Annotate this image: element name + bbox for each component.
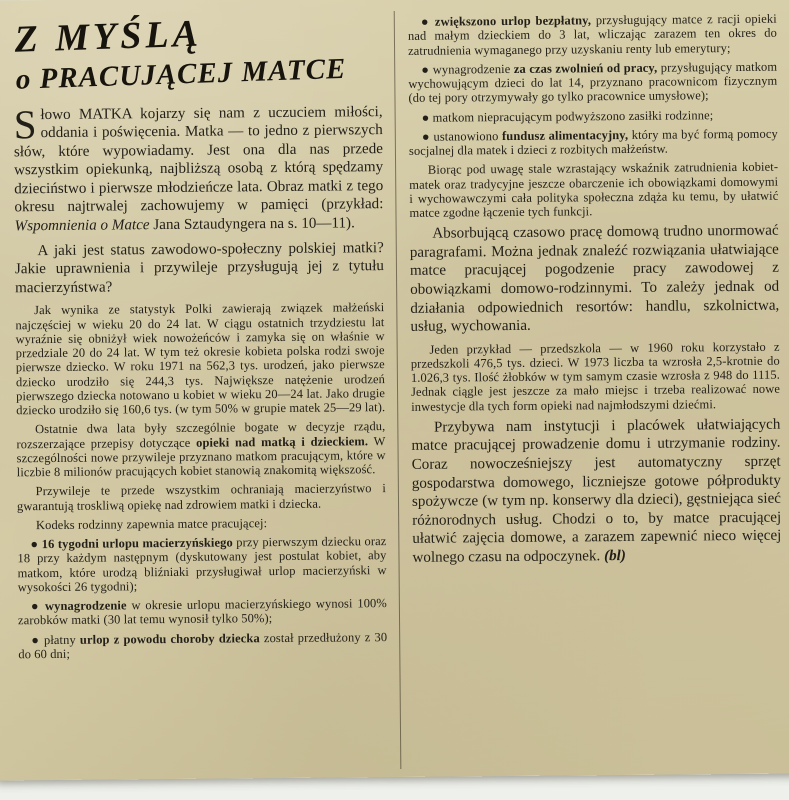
title-line-1: Z MYŚLĄ — [13, 12, 203, 61]
benefit-bold: urlop z powodu choroby dziecka — [79, 630, 260, 647]
benefit-item-pay — [18, 596, 387, 628]
statistics-paragraph: Jak wynika ze statystyk Polki zawierają związek małżeński najczęściej w wieku 20 do 24 lat. W ciągu ostatnich trzydziestu lat wyraźnie się obniżył wiek nowożeńców i zamyka się on właśnie w przedziale 20 do 24 lat. W tym też okresie kobieta polska rodzi swoje pierwsze dziecko. W roku 1971 na 562,3 tys. urodzeń, jako pierwsze dziecko urodziło się 244,3 tys. Największe natężenie urodzeń pierwszego dziecka notowano u kobiet w wieku 20—24 lat. Jako drugie dziecko urodziło się 160,6 tys. (w tym 50% w grupie matek 25—29 lat). — [15, 300, 386, 418]
benefit-text: ● ustanowiono — [421, 128, 503, 144]
benefit-text: który ma być formą pomocy socjalnej dla matek i dzieci z rozbitych małżeństw. — [408, 126, 778, 158]
decisions-text: Ostatnie dwa lata były szczególnie bogate w decyzje rządu, rozszerzające przepisy dotyczące — [16, 419, 386, 451]
article-body — [13, 8, 784, 773]
book-title-italic: Wspomnienia o Matce — [14, 217, 150, 235]
article-title — [14, 9, 383, 97]
lead-matka-caps: MATKA — [78, 105, 132, 123]
left-column — [13, 11, 401, 772]
decisions-text: W szczególności nowe przywileje przyznano matkom pracującym, które w liczbie 8 milionów pracujących kobiet stanowią znakomitą większość. — [16, 433, 386, 480]
benefit-text: przysługujący matce z racji opieki nad małym dzieckiem do 3 lat, wliczając zarazem ten okres do zatrudnienia wymaganego przy uzyskaniu renty lub emerytury; — [407, 11, 777, 58]
lead-text: Jana Sztaudyngera na s. 10—11). — [149, 215, 355, 234]
question-paragraph: A jaki jest status zawodowo-społeczny polskiej matki? Jakie uprawnienia i przywileje przysługują jej z tytułu macierzyństwa? — [14, 239, 385, 297]
benefit-bold: ● 16 tygodni urlopu macierzyńskiego — [30, 535, 233, 552]
decisions-paragraph — [16, 419, 385, 479]
benefit-item-maternity-leave — [17, 534, 386, 594]
housework-paragraph: Absorbującą czasowo pracę domową trudno unormować paragrafami. Można jednak znaleźć rozwiązania ułatwiające matce pracującej pogodzenie pracy zawodowej z obowiązkami domowo-rodzinnymi. To zależy jednak od działania odpowiednich resortów: handlu, szkolnictwa, usług, wychowania. — [409, 222, 780, 335]
benefit-text: w okresie urlopu macierzyńskiego wynosi 100% zarobków matki (30 lat temu wynosił tylko 50%); — [17, 596, 387, 628]
benefit-text: został przedłużony z 30 do 60 dni; — [18, 629, 388, 662]
author-signature: (bl) — [603, 547, 626, 564]
benefit-text: ● płatny — [31, 632, 80, 647]
benefit-text: ● wynagrodzenie — [421, 61, 514, 77]
kodeks-intro: Kodeks rodzinny zapewnia matce pracującej: — [35, 515, 268, 532]
policy-paragraph: Biorąc pod uwagę stale wzrastający wskaźnik zatrudnienia kobiet-matek oraz tradycyjne jeszcze obarczenie ich obowiązkami domowymi i wychowawczymi cała polityka społeczna zdąża ku temu, by ułatwić matce zgodne łączenie tych funkcji. — [409, 159, 779, 220]
lead-paragraph — [13, 100, 384, 236]
benefit-bold: ● wynagrodzenie — [30, 598, 127, 614]
benefit-bold: ● zwiększono urlop bezpłatny, — [420, 13, 592, 29]
decisions-bold: opieki nad matką i dzieckiem. — [196, 433, 369, 450]
institutions-paragraph — [411, 416, 781, 568]
benefit-bold: za czas zwolnień od pracy, — [513, 60, 658, 76]
title-line-2: o PRACUJĄCEJ MATCE — [15, 52, 347, 96]
benefit-item-sick-child — [18, 630, 387, 662]
lead-text: łowo — [40, 106, 80, 123]
benefit-text: przy pierwszym dziecku oraz 18 przy każdym następnym (dyskutowany jest postulat kobiet, aby matkom, które urodzą bliźniaki przysługiwał urlop macierzyński w wysokości 26 tygodni); — [17, 534, 387, 595]
drop-cap: S — [13, 100, 37, 147]
benefit-item-time-off-pay — [408, 59, 777, 105]
benefit-item-alimony-fund — [409, 126, 778, 158]
privileges-paragraph: Przywileje te przede wszystkim ochraniają macierzyństwo i gwarantują troskliwą opiekę nad zdrowiem matki i dziecka. — [16, 481, 386, 513]
institutions-text: Przybywa nam instytucji i placówek ułatwiających matce pracującej prowadzenie domu i utrzymanie rodziny. Coraz nowocześniejszy jest automatyczny sprzęt gospodarstwa domowego, liczniejsze gotowe półprodukty spożywcze (w tym np. konserwy dla dzieci), gęstniejąca sieć różnorodnych usług. Chodzi o to, by matce pracującej ułatwić zajęcia domowe, a zarazem zapewnić nieco więcej wolnego czasu na odpoczynek. — [411, 416, 782, 566]
benefit-bold: fundusz alimentacyjny, — [501, 127, 629, 143]
benefit-item-family-allowance: ● matkom niepracującym podwyższono zasiłki rodzinne; — [421, 107, 714, 125]
benefit-text: przysługujący matkom wychowującym dzieci do lat 14, przyznano pracownicom fizycznym (do tej pory otrzymywały go tylko pracownice umysłowe); — [408, 59, 778, 106]
benefit-item-unpaid-leave — [408, 12, 777, 58]
right-column — [395, 8, 784, 769]
lead-text: kojarzy się nam z uczuciem miłości, oddania i poświęcenia. Matka — to jedno z pierwszych słów, które wypowiadamy. Jest ona dla nas przede wszystkim opiekunką, najbliższą osobą z którą spędzamy dzieciństwo i pierwsze młodzieńcze lata. Obraz matki z tego okresu najtrwalej zachowujemy w pamięci (przykład: — [13, 103, 384, 216]
kindergarten-stats-paragraph: Jeden przykład — przedszkola — w 1960 roku korzystało z przedszkoli 476,5 tys. dzieci. W 1973 liczba ta wzrosła 2,5-krotnie do 1.026,3 tys. Ilość żłobków w tym samym czasie wzrosła z 948 do 1115. Jednak ciągle jest jeszcze za mało miejsc i trzeba realizować nowe inwestycje dla tych form opieki nad najmłodszymi dziećmi. — [410, 339, 781, 414]
